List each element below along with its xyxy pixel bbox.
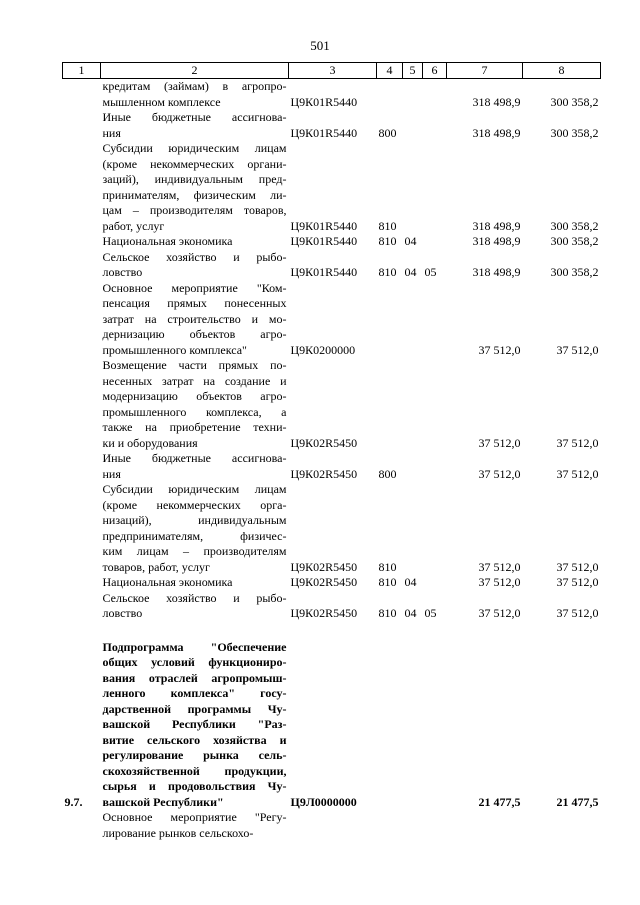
- table-row: [63, 810, 601, 841]
- section-number-cell: [63, 451, 101, 482]
- section-code-cell: 04: [404, 575, 417, 589]
- column-header: 5: [403, 63, 423, 79]
- description-cell: [101, 591, 289, 622]
- description-line: ки и оборудования: [102, 435, 198, 450]
- target-code-cell: Ц9К01R5440: [290, 265, 358, 279]
- description-line: (кроме некоммерческих органи-: [102, 156, 287, 171]
- subsection-code-cell: [423, 358, 447, 451]
- column-header: 6: [423, 63, 447, 79]
- expense-type-cell: 810: [378, 575, 397, 589]
- amount-col7-cell: 37 512,0: [478, 342, 521, 357]
- target-code-cell: Ц9К02R5450: [290, 559, 358, 574]
- subsection-code-cell: [423, 141, 447, 234]
- description-cell: [101, 482, 289, 575]
- spacer-row: [63, 622, 601, 640]
- description-line: ленного комплекса" госу-: [102, 686, 287, 700]
- description-line: (кроме некоммерческих орга-: [102, 497, 287, 512]
- section-code-cell: [403, 358, 423, 451]
- column-header: 2: [101, 63, 289, 79]
- description-cell: [101, 575, 289, 591]
- description-cell: [101, 451, 289, 482]
- description-line: кредитам (займам) в агропро-: [102, 79, 287, 93]
- description-line: заций), индивидуальным пред-: [102, 172, 287, 186]
- target-code-cell: Ц9К02R5450: [290, 606, 358, 620]
- expense-type-cell: [377, 358, 403, 451]
- expense-type-cell: [377, 79, 403, 111]
- table-row: [63, 482, 601, 575]
- page-number: 501: [310, 38, 330, 53]
- amount-col7-cell: 318 498,9: [472, 94, 521, 109]
- target-code-cell: Ц9К02R5450: [290, 466, 358, 481]
- description-line: ловство: [102, 265, 143, 279]
- table-row: [63, 640, 601, 811]
- amount-col8-cell: 300 358,2: [550, 234, 599, 248]
- description-line: Иные бюджетные ассигнова-: [102, 451, 287, 465]
- subsection-code-cell: [423, 79, 447, 111]
- budget-table: [62, 62, 601, 841]
- section-code-cell: [403, 141, 423, 234]
- description-line: регулирование рынка сель-: [102, 748, 287, 762]
- section-number-cell: [63, 79, 101, 111]
- section-number-cell: [63, 810, 101, 841]
- target-code-cell: Ц9К02R5450: [290, 575, 358, 589]
- section-code-cell: [403, 810, 423, 841]
- section-number-cell: [63, 591, 101, 622]
- description-line: общих условий функциониро-: [102, 655, 287, 669]
- description-cell: [101, 141, 289, 234]
- description-line: промышленного комплекса": [102, 342, 247, 357]
- column-header-row: [63, 63, 601, 79]
- table-row: [63, 141, 601, 234]
- section-number-cell: [63, 482, 101, 575]
- description-line: ния: [102, 466, 121, 481]
- subsection-code-cell: [423, 234, 447, 250]
- description-line: Иные бюджетные ассигнова-: [102, 110, 287, 124]
- target-code-cell: Ц9К01R5440: [290, 125, 358, 140]
- expense-type-cell: [377, 810, 403, 841]
- amount-col7-cell: 318 498,9: [472, 234, 521, 248]
- table-row: [63, 575, 601, 591]
- description-cell: [101, 250, 289, 281]
- expense-type-cell: [377, 640, 403, 811]
- section-number-cell: [63, 234, 101, 250]
- target-code-cell: [289, 810, 377, 841]
- amount-col8-cell: 300 358,2: [550, 94, 599, 109]
- amount-col8-cell: 37 512,0: [556, 435, 599, 450]
- amount-col8-cell: 37 512,0: [556, 559, 599, 574]
- description-line: ким лицам – производителям: [102, 544, 287, 558]
- description-line: модернизацию объектов агро-: [102, 389, 287, 403]
- description-line: промышленного комплекса, а: [102, 404, 287, 419]
- description-line: Подпрограмма "Обеспечение: [102, 639, 287, 654]
- amount-col8-cell: 37 512,0: [556, 575, 599, 589]
- description-line: товаров, работ, услуг: [102, 559, 210, 574]
- amount-col7-cell: [447, 810, 523, 841]
- section-code-cell: 04: [404, 606, 417, 620]
- amount-col7-cell: 318 498,9: [472, 125, 521, 140]
- description-line: цам – производителям товаров,: [102, 203, 287, 217]
- expense-type-cell: 810: [378, 218, 397, 233]
- amount-col8-cell: 37 512,0: [556, 606, 599, 620]
- subsection-code-cell: [423, 281, 447, 359]
- expense-type-cell: 810: [378, 606, 397, 620]
- column-header: 7: [447, 63, 523, 79]
- expense-type-cell: 810: [378, 559, 397, 574]
- description-line: затрат на строительство и мо-: [102, 311, 287, 326]
- table-row: [63, 591, 601, 622]
- description-line: Основное мероприятие "Ком-: [102, 280, 287, 295]
- description-cell: [101, 358, 289, 451]
- section-code-cell: [403, 451, 423, 482]
- section-code-cell: [403, 79, 423, 111]
- description-cell: [101, 110, 289, 141]
- section-number-cell: [63, 110, 101, 141]
- column-header: 8: [523, 63, 601, 79]
- section-code-cell: [403, 281, 423, 359]
- expense-type-cell: 800: [378, 125, 397, 140]
- description-line: Национальная экономика: [102, 234, 233, 248]
- section-number-cell: [63, 281, 101, 359]
- description-line: вашской Республики": [102, 794, 224, 809]
- table-row: [63, 250, 601, 281]
- target-code-cell: Ц9К02R5450: [290, 435, 358, 450]
- amount-col8-cell: 300 358,2: [550, 265, 599, 279]
- subsection-code-cell: [423, 640, 447, 811]
- description-line: Субсидии юридическим лицам: [102, 482, 287, 496]
- amount-col8-cell: 300 358,2: [550, 218, 599, 233]
- description-line: предпринимателям, физичес-: [102, 528, 287, 543]
- column-header: 4: [377, 63, 403, 79]
- subsection-code-cell: 05: [424, 606, 437, 620]
- description-cell: [101, 79, 289, 111]
- section-number-cell: [63, 358, 101, 451]
- expense-type-cell: 800: [378, 466, 397, 481]
- table-body: [63, 79, 601, 842]
- amount-col7-cell: 37 512,0: [478, 559, 521, 574]
- description-line: Субсидии юридическим лицам: [102, 141, 287, 155]
- target-code-cell: Ц9К01R5440: [290, 234, 358, 248]
- target-code-cell: Ц9К01R5440: [290, 218, 358, 233]
- section-code-cell: [403, 110, 423, 141]
- description-line: Национальная экономика: [102, 575, 233, 589]
- amount-col7-cell: 318 498,9: [472, 218, 521, 233]
- amount-col8-cell: 300 358,2: [550, 125, 599, 140]
- expense-type-cell: 810: [378, 265, 397, 279]
- amount-col7-cell: 37 512,0: [478, 466, 521, 481]
- amount-col8-cell: 37 512,0: [556, 466, 599, 481]
- amount-col7-cell: 37 512,0: [478, 606, 521, 620]
- table-row: [63, 79, 601, 111]
- description-line: ловство: [102, 606, 143, 620]
- description-line: Основное мероприятие "Регу-: [102, 810, 287, 824]
- target-code-cell: Ц9Л0000000: [290, 794, 357, 809]
- section-number-cell: [63, 141, 101, 234]
- description-line: витие сельского хозяйства и: [102, 732, 287, 747]
- amount-col7-cell: 37 512,0: [478, 435, 521, 450]
- table-row: [63, 451, 601, 482]
- description-line: вания отраслей агропромыш-: [102, 670, 287, 685]
- section-code-cell: [403, 482, 423, 575]
- section-number-cell: 9.7.: [64, 794, 83, 809]
- description-line: также на приобретение техни-: [102, 420, 287, 434]
- subsection-code-cell: [423, 575, 447, 591]
- subsection-code-cell: [423, 451, 447, 482]
- column-header: 3: [289, 63, 377, 79]
- table-row: [63, 358, 601, 451]
- table-row: [63, 281, 601, 359]
- description-line: принимателям, физическим ли-: [102, 187, 287, 202]
- table-row: [63, 110, 601, 141]
- section-code-cell: 04: [404, 234, 417, 248]
- description-line: дернизацию объектов агро-: [102, 327, 287, 341]
- section-code-cell: [403, 640, 423, 811]
- section-number-cell: [63, 575, 101, 591]
- subsection-code-cell: [423, 482, 447, 575]
- amount-col7-cell: 37 512,0: [478, 575, 521, 589]
- description-line: скохозяйственной продукции,: [102, 763, 287, 778]
- amount-col8-cell: 37 512,0: [556, 342, 599, 357]
- description-line: вашской Республики "Раз-: [102, 717, 287, 731]
- description-cell: [101, 234, 289, 250]
- section-number-cell: [63, 250, 101, 281]
- table-row: [63, 234, 601, 250]
- subsection-code-cell: [423, 810, 447, 841]
- description-cell: [101, 640, 289, 811]
- amount-col7-cell: 318 498,9: [472, 265, 521, 279]
- amount-col7-cell: 21 477,5: [478, 794, 521, 809]
- description-line: Возмещение части прямых по-: [102, 358, 287, 372]
- subsection-code-cell: [423, 110, 447, 141]
- description-line: мышленном комплексе: [102, 94, 221, 109]
- amount-col8-cell: [523, 810, 601, 841]
- description-line: лирование рынков сельскохо-: [102, 825, 254, 840]
- target-code-cell: Ц9К0200000: [290, 342, 356, 357]
- description-line: Сельское хозяйство и рыбо-: [102, 249, 287, 264]
- description-line: Сельское хозяйство и рыбо-: [102, 590, 287, 605]
- section-code-cell: 04: [404, 265, 417, 279]
- description-line: работ, услуг: [102, 218, 165, 233]
- expense-type-cell: 810: [378, 234, 397, 248]
- description-line: дарственной программы Чу-: [102, 701, 287, 716]
- description-cell: [101, 281, 289, 359]
- description-line: ния: [102, 125, 121, 140]
- description-line: низаций), индивидуальным: [102, 513, 287, 527]
- amount-col8-cell: 21 477,5: [556, 794, 599, 809]
- subsection-code-cell: 05: [424, 265, 437, 279]
- description-line: сырья и продовольствия Чу-: [102, 779, 287, 793]
- target-code-cell: Ц9К01R5440: [290, 94, 358, 109]
- description-line: несенных затрат на создание и: [102, 373, 287, 388]
- description-line: пенсация прямых понесенных: [102, 296, 287, 310]
- column-header: 1: [63, 63, 101, 79]
- description-cell: [101, 810, 289, 841]
- expense-type-cell: [377, 281, 403, 359]
